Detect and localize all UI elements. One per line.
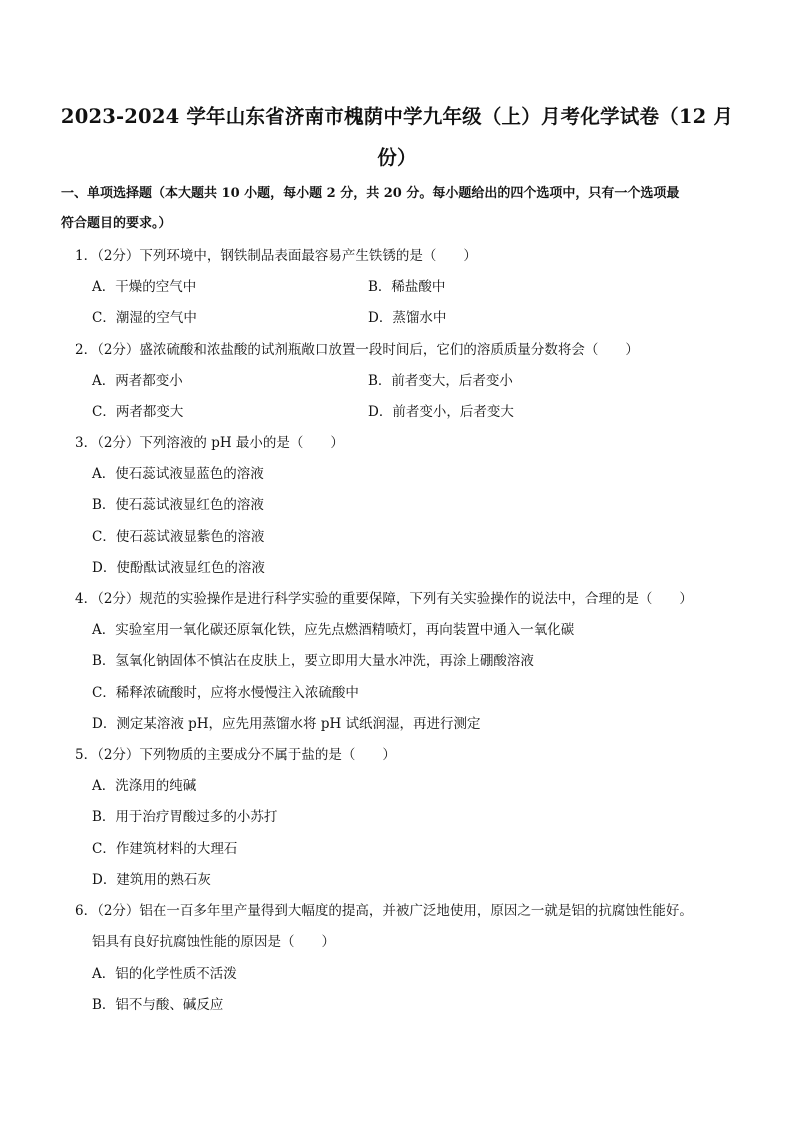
question-2-option-d: D．前者变小，后者变大: [368, 404, 514, 420]
question-4-stem: 4．（2分）规范的实验操作是进行科学实验的重要保障，下列有关实验操作的说法中，合理的是（ ）: [75, 591, 693, 607]
question-5-stem: 5．（2分）下列物质的主要成分不属于盐的是（ ）: [75, 747, 396, 763]
question-6-option-a: A．铝的化学性质不活泼: [92, 966, 237, 982]
question-3-option-c: C．使石蕊试液显紫色的溶液: [92, 529, 265, 545]
question-2-option-a: A．两者都变小: [92, 373, 183, 389]
question-4-option-c: C．稀释浓硫酸时，应将水慢慢注入浓硫酸中: [92, 685, 359, 701]
question-3-stem: 3．（2分）下列溶液的 pH 最小的是（ ）: [75, 435, 344, 451]
question-5-option-c: C．作建筑材料的大理石: [92, 841, 238, 857]
question-1-stem: 1．（2分）下列环境中，钢铁制品表面最容易产生铁锈的是（ ）: [75, 248, 477, 264]
section-heading-line-1: 一、单项选择题（本大题共 10 小题，每小题 2 分，共 20 分。每小题给出的四个选项中，只有一个选项最: [61, 186, 680, 201]
question-1-option-b: B．稀盐酸中: [368, 279, 446, 295]
question-6-option-b: B．铝不与酸、碱反应: [92, 997, 224, 1013]
question-6-stem-line-1: 6．（2分）铝在一百多年里产量得到大幅度的提高，并被广泛地使用，原因之一就是铝的抗腐蚀性能好。: [75, 903, 693, 919]
question-2-option-c: C．两者都变大: [92, 404, 184, 420]
question-4-option-a: A．实验室用一氧化碳还原氧化铁，应先点燃酒精喷灯，再向装置中通入一氧化碳: [92, 622, 575, 638]
page-title-line-2: 份）: [377, 146, 417, 169]
question-4-option-d: D．测定某溶液 pH，应先用蒸馏水将 pH 试纸润湿，再进行测定: [92, 716, 481, 732]
question-5-option-a: A．洗涤用的纯碱: [92, 778, 197, 794]
section-heading-line-2: 符合题目的要求。）: [61, 216, 172, 231]
question-5-option-b: B．用于治疗胃酸过多的小苏打: [92, 809, 278, 825]
question-3-option-d: D．使酚酞试液显红色的溶液: [92, 560, 265, 576]
page-title-line-1: 2023-2024 学年山东省济南市槐荫中学九年级（上）月考化学试卷（12 月: [60, 105, 734, 128]
question-1-option-a: A．干燥的空气中: [92, 279, 197, 295]
question-3-option-a: A．使石蕊试液显蓝色的溶液: [92, 466, 264, 482]
question-4-option-b: B．氢氧化钠固体不慎沾在皮肤上，要立即用大量水冲洗，再涂上硼酸溶液: [92, 653, 534, 669]
question-3-option-b: B．使石蕊试液显红色的溶液: [92, 497, 264, 513]
question-2-option-b: B．前者变大，后者变小: [368, 373, 513, 389]
question-2-stem: 2．（2分）盛浓硫酸和浓盐酸的试剂瓶敞口放置一段时间后，它们的溶质质量分数将会（ ）: [75, 342, 639, 358]
question-1-option-c: C．潮湿的空气中: [92, 310, 197, 326]
question-1-option-d: D．蒸馏水中: [368, 310, 447, 326]
question-6-stem-line-2: 铝具有良好抗腐蚀性能的原因是（ ）: [92, 934, 335, 950]
question-5-option-d: D．建筑用的熟石灰: [92, 872, 211, 888]
